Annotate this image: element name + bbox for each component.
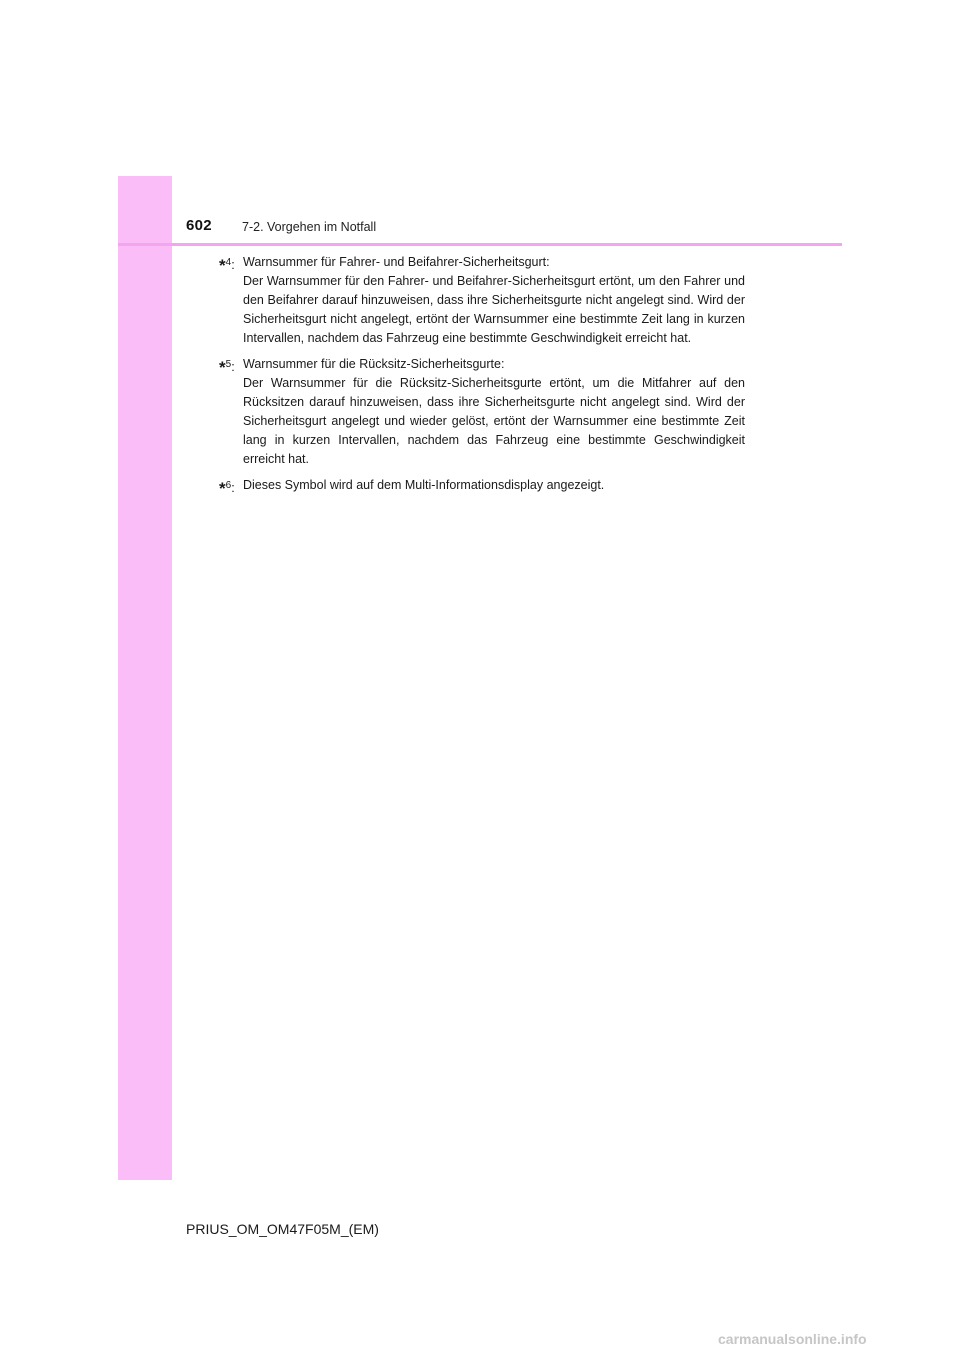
side-tab-bar [118, 176, 172, 1180]
document-id: PRIUS_OM_OM47F05M_(EM) [186, 1221, 379, 1237]
footnote-item [219, 476, 745, 498]
footnote-number: 5 [225, 359, 232, 370]
footnote-marker: *$^4$: [219, 256, 235, 275]
footnote-item [219, 253, 745, 348]
footnote-marker: *$^5$: [219, 358, 235, 377]
footnote-item [219, 355, 745, 469]
footnote-list [219, 253, 745, 502]
footnote-heading: Warnsummer für Fahrer- und Beifahrer-Sicherheitsgurt: [243, 255, 550, 269]
asterisk-icon: * [219, 256, 226, 275]
watermark: carmanualsonline.info [718, 1331, 867, 1347]
header-rule [118, 243, 842, 246]
footnote-body: Der Warnsummer für den Fahrer- und Beifahrer-Sicherheitsgurt ertönt, um den Fahrer und den Beifahrer darauf hinzuweisen, dass ihre Sicherheitsgurte nicht angelegt sind. Wird der Sicherheitsgurt nicht angelegt, ertönt der Warnsummer eine bestimmte Zeit lang in kurzen Intervallen, nachdem das Fahrzeug eine bestimmte Geschwindigkeit erreicht hat. [243, 274, 745, 345]
footnote-heading: Dieses Symbol wird auf dem Multi-Informationsdisplay angezeigt. [243, 478, 605, 492]
asterisk-icon: * [219, 358, 226, 377]
footnote-body: Der Warnsummer für die Rücksitz-Sicherheitsgurte ertönt, um die Mitfahrer auf den Rücksitzen darauf hinzuweisen, dass ihre Sicherheitsgurte nicht angelegt sind. Wird der Sicherheitsgurt angelegt und wieder gelöst, ertönt der Warnsummer eine bestimmte Zeit lang in kurzen Intervallen, nachdem das Fahrzeug eine bestimmte Geschwindigkeit erreicht hat. [243, 376, 745, 466]
footnote-number: 6 [225, 480, 232, 491]
page-number: 602 [186, 217, 212, 234]
footnote-marker: *$^6$: [219, 479, 235, 498]
asterisk-icon: * [219, 479, 226, 498]
footnote-number: 4 [225, 257, 232, 268]
section-title: 7-2. Vorgehen im Notfall [242, 220, 377, 234]
footnote-heading: Warnsummer für die Rücksitz-Sicherheitsgurte: [243, 357, 505, 371]
